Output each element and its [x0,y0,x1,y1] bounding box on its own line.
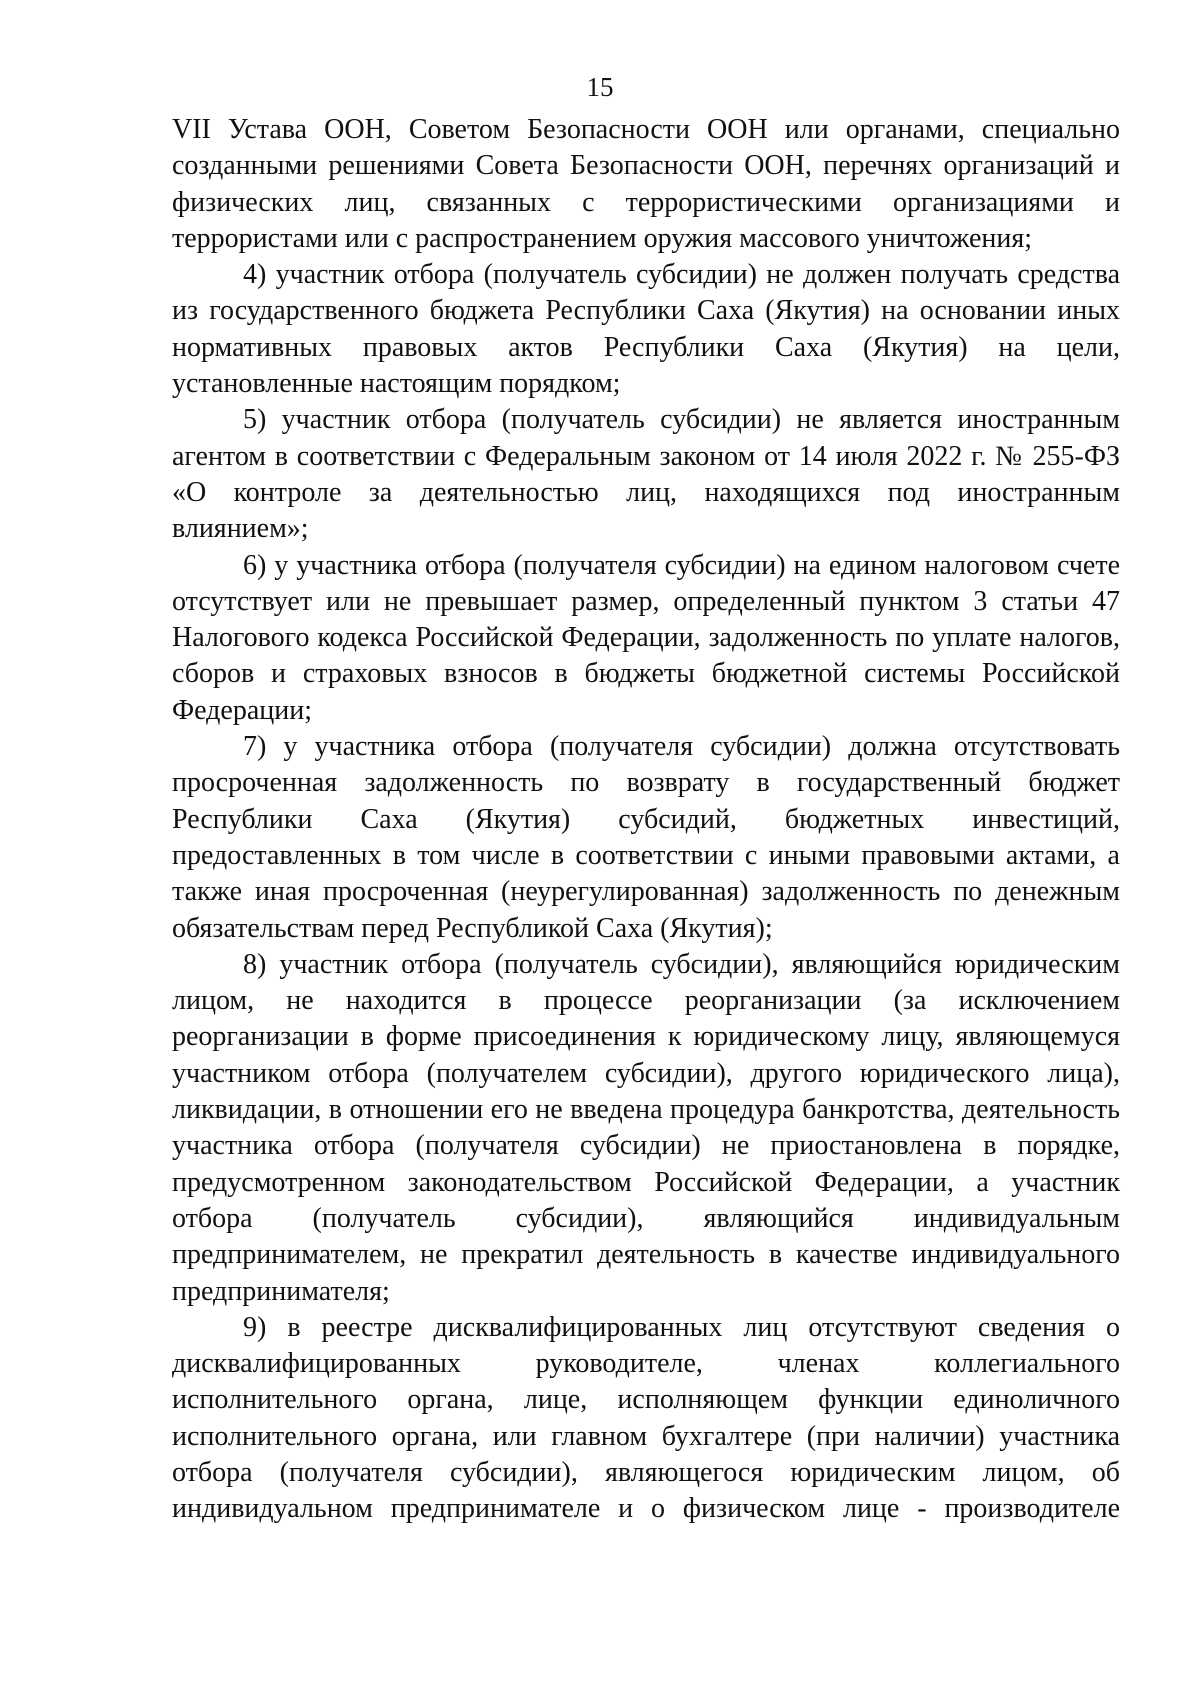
paragraph-item-6: 6) у участника отбора (получателя субсидии) на едином налоговом счете отсутствует или не превышает размер, определенный пунктом 3 статьи 47 Налогового кодекса Российской Федерации, задолженность по уплате налогов, сборов и страховых взносов в бюджеты бюджетной системы Российской Федерации; [172,549,1120,726]
document-body [172,112,1120,1528]
paragraph-item-4: 4) участник отбора (получатель субсидии) не должен получать средства из государственного бюджета Республики Саха (Якутия) на основании иных нормативных правовых актов Республики Саха (Якутия) на цели, установленные настоящим порядком; [172,259,1120,400]
page-number: 15 [586,72,614,102]
paragraph-item-7: 7) у участника отбора (получателя субсидии) должна отсутствовать просроченная задолженность по возврату в государственный бюджет Республики Саха (Якутия) субсидий, бюджетных инвестиций, предоставленных в том числе в соответствии с иными правовыми актами, а также иная просроченная (неурегулированная) задолженность по денежным обязательствам перед Республикой Саха (Якутия); [172,731,1120,944]
paragraph-item-8: 8) участник отбора (получатель субсидии), являющийся юридическим лицом, не находится в процессе реорганизации (за исключением реорганизации в форме присоединения к юридическому лицу, являющемуся участником отбора (получателем субсидии), другого юридического лица), ликвидации, в отношении его не введена процедура банкротства, деятельность участника отбора (получателя субсидии) не приостановлена в порядке, предусмотренном законодательством Российской Федерации, а участник отбора (получатель субсидии), являющийся индивидуальным предпринимателем, не прекратил деятельность в качестве индивидуального предпринимателя; [172,948,1120,1307]
paragraph-continuation: VII Устава ООН, Советом Безопасности ООН или органами, специально созданными решениями Совета Безопасности ООН, перечнях организаций и физических лиц, связанных с террористическими организациями и террористами или с распространением оружия массового уничтожения; [172,114,1120,254]
paragraph-item-5: 5) участник отбора (получатель субсидии) не является иностранным агентом в соответствии с Федеральным законом от 14 июля 2022 г. № 255-ФЗ «О контроле за деятельностью лиц, находящихся под иностранным влиянием»; [172,404,1120,545]
paragraph-item-9: 9) в реестре дисквалифицированных лиц отсутствуют сведения о дисквалифицированных руководителе, членах коллегиального исполнительного органа, лице, исполняющем функции единоличного исполнительного органа, или главном бухгалтере (при наличии) участника отбора (получателя субсидии), являющегося юридическим лицом, об индивидуальном предпринимателе и о физическом лице - производителе [172,1311,1120,1525]
